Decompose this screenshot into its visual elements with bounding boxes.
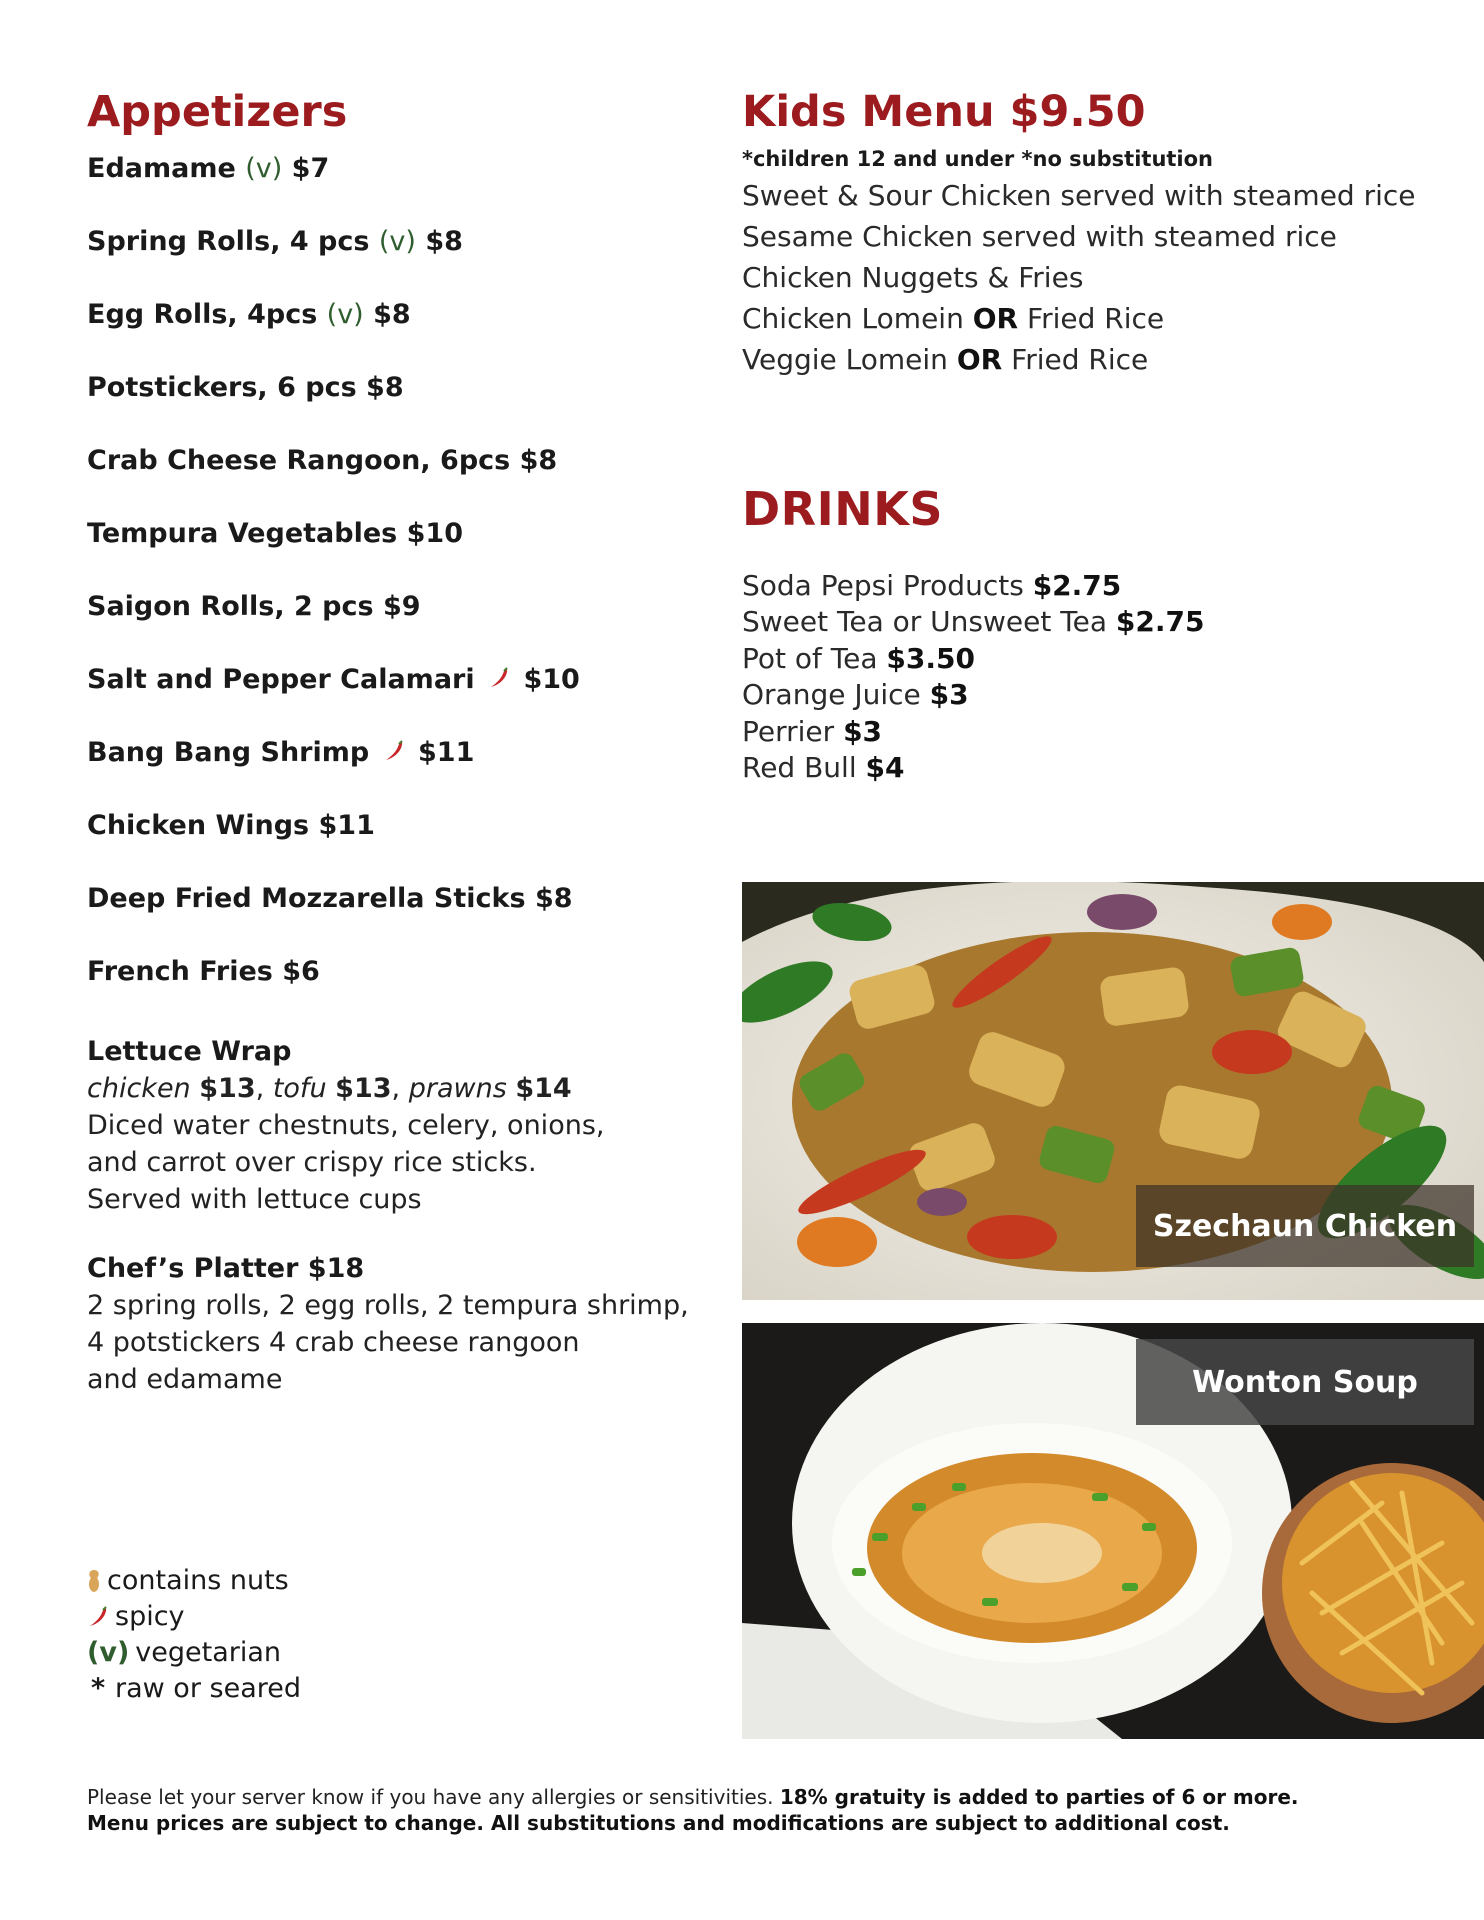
menu-item-french-fries: French Fries $6 [87, 956, 320, 988]
kids-item [742, 339, 1462, 380]
option-price: $13 [199, 1073, 256, 1105]
option-name: prawns [408, 1073, 507, 1105]
item-description: and carrot over crispy rice sticks. [87, 1147, 537, 1179]
drink-item [742, 641, 1204, 678]
kids-menu-heading: Kids Menu $9.50 [742, 87, 1146, 137]
drink-name: Perrier [742, 714, 835, 748]
drink-price: $3 [929, 678, 969, 712]
chili-pepper-icon [87, 1606, 109, 1628]
kids-item-option: Fried Rice [1011, 343, 1149, 377]
item-name: Bang Bang Shrimp [87, 737, 370, 769]
legend [87, 1563, 301, 1707]
chili-pepper-icon [488, 663, 510, 699]
menu-item-crab-rangoon: Crab Cheese Rangoon, 6pcs $8 [87, 445, 558, 477]
kids-menu-list [742, 175, 1462, 380]
photo-szechaun-chicken [742, 882, 1484, 1300]
drink-price: $3 [843, 714, 883, 748]
drink-price: $4 [865, 751, 905, 785]
drink-item [742, 714, 1204, 751]
legend-row-nuts [87, 1563, 301, 1599]
drink-name: Orange Juice [742, 678, 921, 712]
legend-row-spicy [87, 1599, 301, 1635]
appetizers-heading: Appetizers [87, 87, 348, 137]
photo-caption: Szechaun Chicken [1136, 1185, 1474, 1267]
drink-item [742, 604, 1204, 641]
kids-item: Sesame Chicken served with steamed rice [742, 220, 1337, 254]
or-label: OR [972, 302, 1019, 336]
kids-item-option: Fried Rice [1027, 302, 1165, 336]
item-name: Chef’s Platter $18 [87, 1253, 365, 1285]
menu-item-calamari [87, 662, 727, 735]
item-description: 2 spring rolls, 2 egg rolls, 2 tempura shrimp, [87, 1290, 689, 1322]
drink-name: Soda Pepsi Products [742, 568, 1024, 602]
legend-row-raw [87, 1671, 301, 1707]
lettuce-wrap-options [87, 1070, 727, 1107]
vegetarian-mark: (v) [326, 299, 364, 331]
drink-item [742, 568, 1204, 605]
separator: , [255, 1073, 265, 1105]
menu-item-spring-rolls [87, 224, 727, 297]
drinks-section [742, 483, 1204, 787]
drink-price: $2.75 [1115, 605, 1205, 639]
item-price: $8 [425, 226, 463, 258]
footer-line-1 [87, 1784, 1387, 1810]
menu-item-tempura-vegetables: Tempura Vegetables $10 [87, 518, 463, 550]
photo-caption: Wonton Soup [1136, 1339, 1474, 1425]
item-price: $10 [523, 664, 580, 696]
raw-mark: * [90, 1673, 106, 1704]
item-description: 4 potstickers 4 crab cheese rangoon [87, 1327, 580, 1359]
menu-item-chicken-wings: Chicken Wings $11 [87, 810, 375, 842]
price-change-note: Menu prices are subject to change. All substitutions and modifications are subject to additional cost. [87, 1811, 1230, 1835]
menu-item-egg-rolls [87, 297, 727, 370]
vegetarian-mark: (v) [87, 1637, 130, 1668]
menu-item-edamame [87, 151, 727, 224]
vegetarian-mark: (v) [378, 226, 416, 258]
drink-name: Sweet Tea or Unsweet Tea [742, 605, 1107, 639]
drink-name: Pot of Tea [742, 641, 878, 675]
drink-price: $3.50 [886, 641, 975, 675]
item-name: Spring Rolls, 4 pcs [87, 226, 370, 258]
option-price: $14 [515, 1073, 572, 1105]
vegetarian-mark: (v) [245, 153, 283, 185]
item-description: Served with lettuce cups [87, 1184, 422, 1216]
chili-pepper-icon [383, 736, 405, 772]
item-price: $7 [291, 153, 330, 185]
drink-price: $2.75 [1032, 568, 1122, 602]
allergy-note: Please let your server know if you have any allergies or sensitivities. [87, 1785, 774, 1809]
item-price: $11 [418, 737, 475, 769]
legend-label: spicy [115, 1601, 185, 1632]
item-description: Diced water chestnuts, celery, onions, [87, 1110, 605, 1142]
kids-item-option: Chicken Lomein [742, 302, 964, 336]
kids-item: Chicken Nuggets & Fries [742, 261, 1084, 295]
or-label: OR [956, 343, 1003, 377]
appetizers-section [87, 88, 727, 1398]
footer-notice [87, 1784, 1387, 1836]
drink-item [742, 677, 1204, 714]
item-description: and edamame [87, 1364, 283, 1396]
legend-label: contains nuts [107, 1565, 289, 1596]
legend-row-vegetarian [87, 1635, 301, 1671]
footer-line-2 [87, 1810, 1387, 1836]
menu-item-mozzarella-sticks: Deep Fried Mozzarella Sticks $8 [87, 883, 573, 915]
menu-item-lettuce-wrap [87, 1033, 727, 1218]
option-name: tofu [272, 1073, 327, 1105]
legend-label: raw or seared [115, 1673, 301, 1704]
kids-item [742, 298, 1462, 339]
drinks-list [742, 568, 1204, 787]
item-name: Lettuce Wrap [87, 1036, 292, 1068]
menu-item-bang-bang-shrimp [87, 735, 727, 808]
kids-item: Sweet & Sour Chicken served with steamed rice [742, 179, 1416, 213]
menu-item-chefs-platter [87, 1250, 727, 1398]
item-price: $8 [373, 299, 411, 331]
option-name: chicken [87, 1073, 191, 1105]
item-name: Egg Rolls, 4pcs [87, 299, 318, 331]
kids-menu-note: *children 12 and under *no substitution [742, 147, 1214, 172]
gratuity-note: 18% gratuity is added to parties of 6 or more. [779, 1785, 1299, 1809]
right-column [742, 87, 1462, 785]
peanut-icon [87, 1569, 101, 1593]
kids-item-option: Veggie Lomein [742, 343, 948, 377]
photo-wonton-soup [742, 1323, 1484, 1739]
drinks-heading: DRINKS [742, 482, 943, 536]
menu-item-saigon-rolls: Saigon Rolls, 2 pcs $9 [87, 591, 421, 623]
legend-label: vegetarian [135, 1637, 282, 1668]
item-name: Edamame [87, 153, 236, 185]
drink-name: Red Bull [742, 751, 857, 785]
separator: , [391, 1073, 401, 1105]
menu-item-potstickers: Potstickers, 6 pcs $8 [87, 372, 404, 404]
option-price: $13 [335, 1073, 392, 1105]
item-name: Salt and Pepper Calamari [87, 664, 475, 696]
drink-item [742, 750, 1204, 787]
